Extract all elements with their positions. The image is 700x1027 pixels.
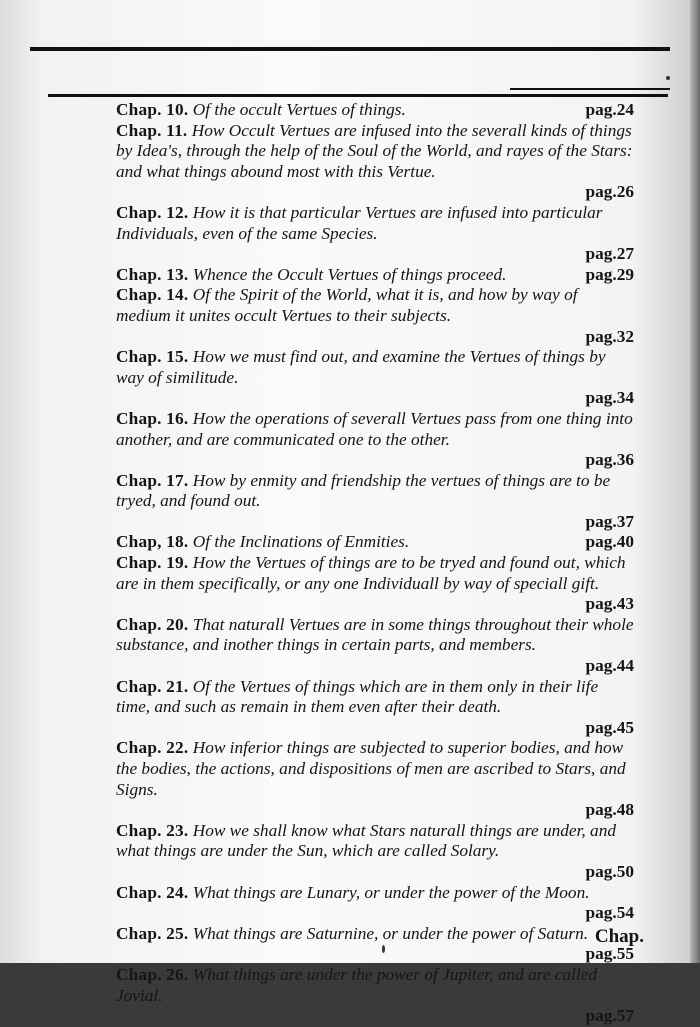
chapter-label: Chap. 16.	[116, 408, 189, 428]
toc-entry-16	[116, 409, 634, 471]
toc-entry-14	[116, 285, 634, 347]
page-ref: pag.54	[585, 903, 634, 923]
chapter-label: Chap. 10.	[116, 100, 189, 119]
chapter-title: Of the occult Vertues of things.	[192, 100, 406, 119]
short-rule	[510, 88, 670, 90]
chapter-title: How the Vertues of things are to be tryed and found out, which are in them specifically, or any one Individuall by way of speciall gift.	[116, 553, 626, 593]
chapter-title: How the operations of severall Vertues pass from one thing into another, and are communicated one to the other.	[116, 408, 633, 449]
page-ref: pag.29	[585, 264, 634, 284]
page-ref: pag.36	[585, 450, 634, 470]
toc-entry-25	[116, 924, 634, 965]
chapter-label: Chap. 22.	[116, 738, 189, 758]
chapter-title: How by enmity and friendship the vertues of things are to be tryed, and found out.	[116, 470, 611, 511]
chapter-label: Chap. 12.	[116, 202, 189, 222]
chapter-title: How inferior things are subjected to superior bodies, and how the bodies, the actions, and dispositions of men are ascribed to Stars, and Signs.	[116, 738, 626, 799]
chapter-label: Chap. 11.	[116, 120, 188, 140]
chapter-label: Chap. 24.	[116, 882, 189, 902]
toc-entry-26	[116, 965, 634, 1027]
toc-entry-22	[116, 738, 634, 820]
toc-entry-23	[116, 821, 634, 883]
page-ref: pag.43	[585, 594, 634, 614]
chapter-title: What things are Lunary, or under the power of the Moon.	[192, 882, 590, 902]
chapter-label: Chap. 17.	[116, 470, 189, 490]
ink-speck	[382, 945, 385, 953]
chapter-label: Chap. 14.	[116, 285, 189, 305]
page-ref: pag.40	[585, 532, 634, 552]
toc-entry-18	[116, 532, 634, 553]
chapter-label: Chap, 18.	[116, 532, 189, 552]
catchword: Chap.	[594, 926, 644, 947]
chapter-title: Of the Spirit of the World, what it is, and how by way of medium it unites occult Vertues to their subjects.	[116, 285, 578, 325]
toc-entry-15	[116, 347, 634, 409]
page-ref: pag.55	[585, 944, 634, 964]
chapter-title: How it is that particular Vertues are infused into particular Individuals, even of the same Species.	[116, 202, 603, 243]
page-spine-shadow	[690, 0, 700, 963]
page-ref: pag.57	[585, 1006, 634, 1026]
chapter-label: Chap. 25.	[116, 923, 189, 943]
toc-entry-21	[116, 677, 634, 739]
toc-entry-17	[116, 471, 634, 533]
chapter-title: What things are under the power of Jupiter, and are called Jovial.	[116, 964, 598, 1005]
page-ref: pag.26	[585, 182, 634, 202]
top-rule	[30, 47, 670, 51]
chapter-title: Of the Vertues of things which are in them only in their life time, and such as remain in them even after their death.	[116, 676, 599, 717]
chapter-label: Chap. 21.	[116, 676, 189, 696]
table-of-contents	[116, 100, 634, 1027]
page-ref: pag.27	[585, 244, 634, 264]
ink-speck	[666, 76, 670, 80]
page-ref: pag.45	[585, 717, 634, 737]
toc-entry-10	[116, 100, 634, 121]
toc-entry-20	[116, 615, 634, 677]
page-ref: pag.44	[585, 656, 634, 676]
toc-entry-12	[116, 203, 634, 265]
toc-entry-24	[116, 883, 634, 924]
chapter-label: Chap. 19.	[116, 553, 189, 573]
page-ref: pag.24	[585, 100, 634, 119]
chapter-title: Of the Inclinations of Enmities.	[192, 532, 410, 552]
page-ref: pag.37	[585, 511, 634, 531]
chapter-title: How Occult Vertues are infused into the severall kinds of things by Idea's, through the help of the Soul of the World, and rayes of the Stars: and what things abound most with this Vertue.	[116, 120, 633, 181]
page-ref: pag.32	[585, 326, 634, 346]
chapter-title: How we shall know what Stars naturall things are under, and what things are under the Sun, which are called Solary.	[116, 820, 616, 861]
chapter-label: Chap. 20.	[116, 614, 189, 634]
toc-entry-11	[116, 121, 634, 203]
chapter-label: Chap. 13.	[116, 264, 189, 284]
chapter-label: Chap. 15.	[116, 347, 189, 367]
chapter-label: Chap. 23.	[116, 820, 189, 840]
page-ref: pag.50	[585, 861, 634, 881]
chapter-title: What things are Saturnine, or under the power of Saturn.	[192, 923, 589, 943]
toc-entry-13	[116, 265, 634, 286]
chapter-title: That naturall Vertues are in some things throughout their whole substance, and inother things in certain parts, and members.	[116, 614, 634, 655]
toc-entry-19	[116, 553, 634, 615]
chapter-title: How we must find out, and examine the Vertues of things by way of similitude.	[116, 347, 606, 387]
chapter-label: Chap. 26.	[116, 964, 189, 984]
header-rule	[48, 94, 668, 97]
page-ref: pag.48	[585, 800, 634, 820]
chapter-title: Whence the Occult Vertues of things proceed.	[192, 264, 507, 284]
page-ref: pag.34	[585, 388, 634, 408]
